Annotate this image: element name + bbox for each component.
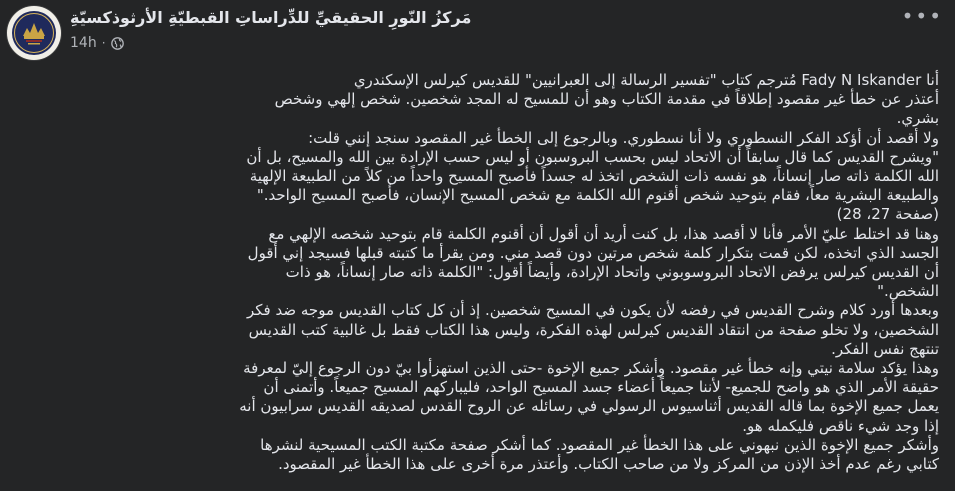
post-meta (70, 35, 124, 51)
post-paragraph: وهذا يؤكد سلامة نيتي وإنه خطأ غير مقصود. وأشكر جميع الإخوة -حتى الذين استهزأوا بيّ دون الرجوع إليّ لمعرفة حقيقة الأمر الذي هو واضح للجميع- لأننا جميعاً أعضاء جسد المسيح الواحد، فليباركهم المسيح جميعاً. وأتمنى أن يعمل جميع الإخوة بما قاله القديس أثناسيوس الرسولي في رسائله عن الروح القدس لصديقه القديس سرابيون أنه إذا وجد شيء ناقص فليكمله هو. (239, 359, 939, 435)
post-timestamp[interactable]: 14h (70, 35, 97, 51)
post-paragraph: وبعدها أورد كلام وشرح القديس في رفضه لأن يكون في المسيح شخصين. إذ أن كل كتاب القديس موجه ضد فكر الشخصين، ولا تخلو صفحة من انتقاد القديس كيرلس لهذه الفكرة، وليس هذا الكتاب فقط بل غالبية كتب القديس تنتهج نفس الفكر. (247, 301, 939, 358)
globe-icon[interactable] (111, 37, 124, 50)
coptic-center-logo-icon (7, 6, 61, 60)
post-paragraph: ولا أقصد أن أؤكد الفكر النسطوري ولا أنا نسطوري. وبالرجوع إلى الخطأ غير المقصود سنجد إنني قلت: (308, 128, 939, 147)
post-paragraph: "ويشرح القديس كما قال سابقاً أن الاتحاد ليس بحسب البروسبون أو ليس حسب الإرادة بين الله والمسيح، بل أن الله الكلمة ذاته صار إنساناً، هو نفسه ذات الشخص اتخذ له جسداً فأصبح المسيح واحداً من كلاً من الطبيعة الإلهية والطبيعة البشرية معاً، فقام بتوحيد شخص أقنوم الله الكلمة مع شخص المسيح الإنسان، فأصبح المسيح الواحد." (صفحة 27، 28) (246, 147, 939, 224)
post-body (232, 71, 939, 474)
post-paragraph: وأشكر جميع الإخوة الذين نبهوني على هذا الخطأ غير المقصود. كما أشكر صفحة مكتبة الكتب المسيحية لنشرها كتابي رغم عدم أخذ الإذن من المركز ولا من صاحب الكتاب. وأعتذر مرة أخرى على هذا الخطأ غير المقصود. (260, 435, 939, 474)
post-header (0, 0, 955, 64)
meta-separator: · (101, 36, 106, 50)
post-paragraph: وهنا قد اختلط عليّ الأمر فأنا لا أقصد هذا، بل كنت أريد أن أقول أن أقنوم الكلمة قام بتوحيد شخصه الإلهي مع الجسد الذي اتخذه، لكن قمت بتكرار كلمة شخص مرتين دون قصد مني. ومن يقرأ ما كتبته قبلها فسيجد إني أقول أن القديس كيرلس يرفض الاتحاد البروسوبوني واتحاد الإرادة، وأيضاً أقول: "الكلمة ذاته صار إنساناً، هو ذات الشخص." (247, 224, 939, 301)
page-name[interactable]: مَركزُ النّورِ الحقيقيِّ للدِّراساتِ القبطيّةِ الأرثوذكسيّةِ (70, 8, 472, 27)
more-options-icon[interactable]: ••• (901, 4, 943, 28)
page-avatar[interactable] (7, 6, 61, 60)
post-paragraph: أعتذر عن خطأ غير مقصود إطلاقاً في مقدمة الكتاب وهو أن للمسيح له المجد شخصين. شخص إلهي وشخص بشري. (274, 90, 939, 128)
post-paragraph: أنا Fady N Iskander مُترجم كتاب "تفسير الرسالة إلى العبرانيين" للقديس كيرلس الإسكندري (353, 71, 939, 89)
